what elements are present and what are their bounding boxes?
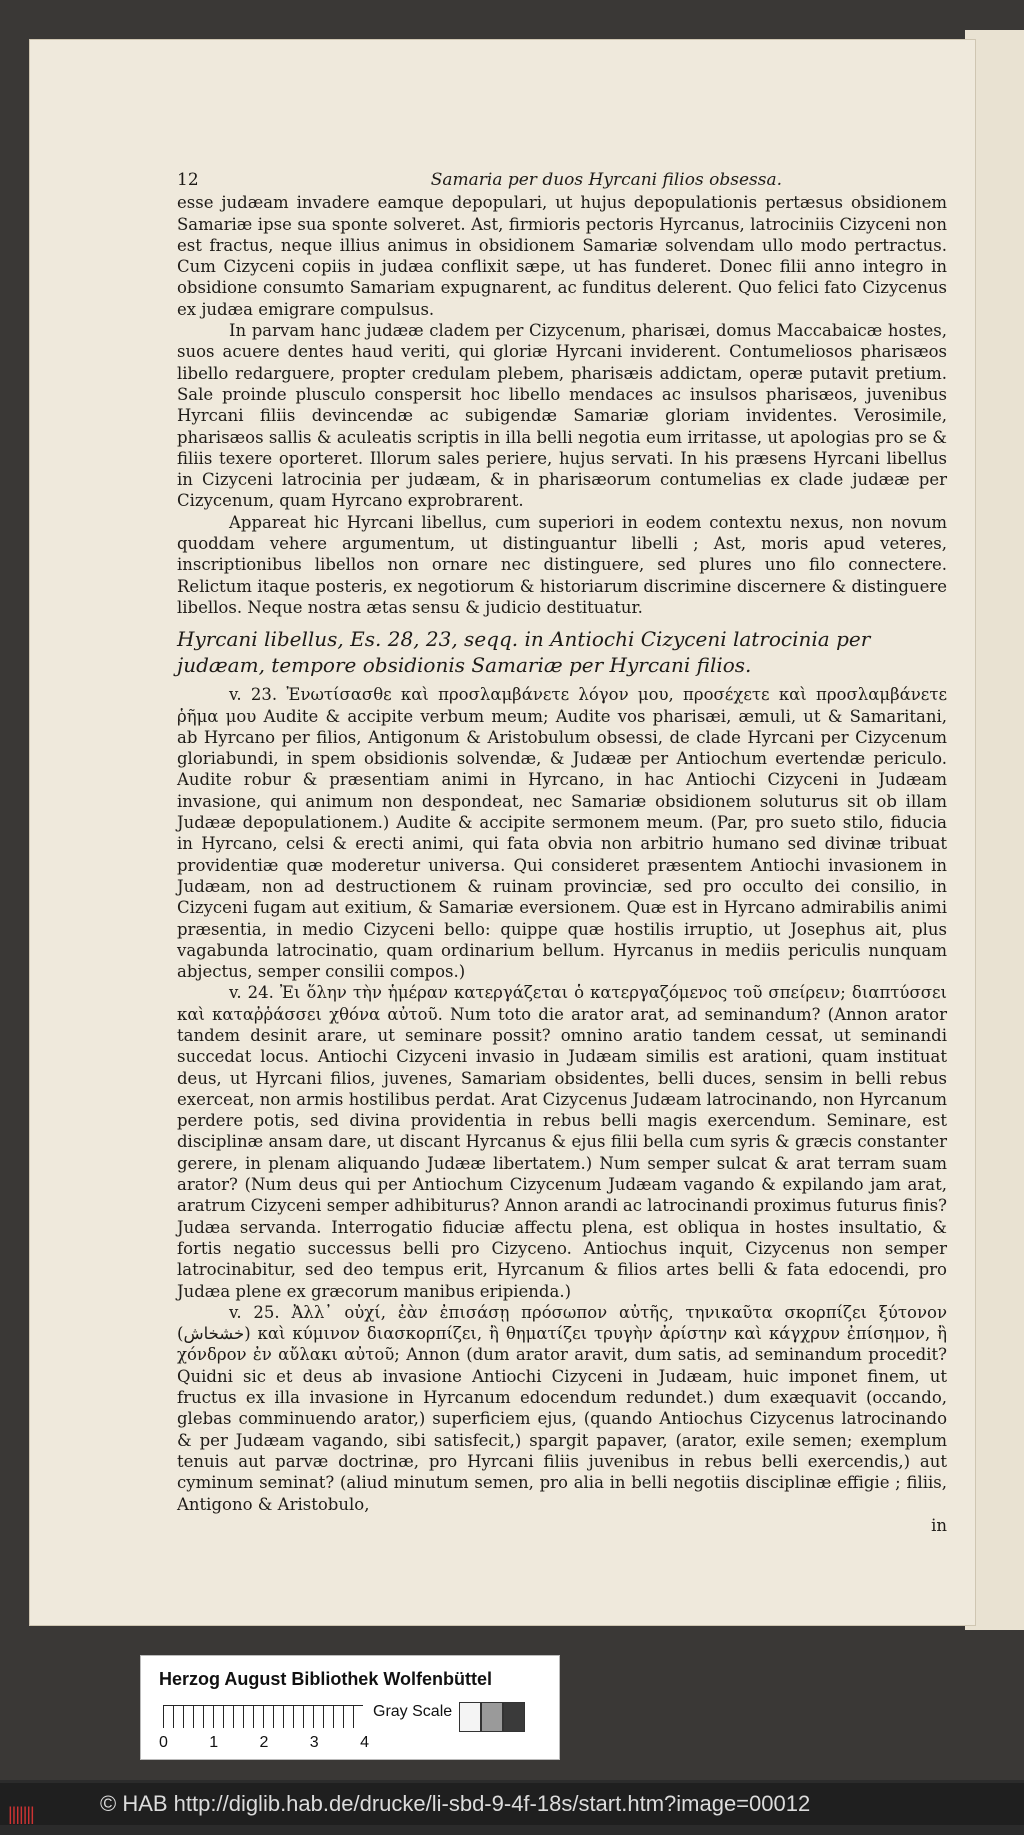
ruler-number: 4 [360, 1734, 369, 1751]
library-name: Herzog August Bibliothek Wolfenbüttel [159, 1669, 492, 1689]
running-head: Samaria per duos Hyrcani filios obsessa. [430, 170, 782, 190]
copyright-link[interactable]: © HAB http://diglib.hab.de/drucke/li-sbd-9-4f-18s/start.htm?image=00012 [100, 1791, 811, 1816]
verse-paragraph: v. 24. Ἐι ὅλην τὴν ἡμέραν κατεργάζεται ὁ κατεργαζόμενος τοῦ σπείρειν; διαπτύσσει καὶ καταῤῥάσσει χθόνα αὐτοῦ. Num toto die arator arat, ad seminandum? (Annon arator tandem desinit arare, ut seminare possit? omnino aratio tandem cessat, ut seminandi succedat locus. Antiochi Cizyceni invasio in Judæam similis est arationi, quam instituat deus, ut Hyrcani filios, juvenes, Samariam obsidentes, belli duces, sensim in belli rebus exerceat, non armis hostilibus perdat. Arat Cizycenus Judæam latrocinando, non Hyrcanum perdere potis, sed divina providentia in rebus belli magis exercendum. Seminare, est disciplinæ ansam dare, ut discant Hyrcanus & ejus filii bella cum syris & græcis constanter gerere, in plenam aliquando Judææ libertatem.) Num semper sulcat & arat terram suam arator? (Num deus qui per Antiochum Cizycenum Judæam vagando & expilando jam arat, aratrum Cizyceni semper adhibiturus? Annon arandi ac latrocinandi proximus futurus finis? Judæa servanda. Interrogatio fiduciæ affectu plena, est obliqua in hostes insultatio, & fortis negatio successus belli pro Cizyceno. Antiochus inquit, Cizycenus non semper latrocinabitur, sed deo tempus erit, Hyrcanum & filios artes belli & fata edocendi, pro Judæa plene ex græcorum manibus eripienda.) [177, 983, 947, 1301]
gray-swatch-dark [503, 1702, 525, 1732]
gray-swatch-light [459, 1702, 481, 1732]
ruler-number: 2 [259, 1734, 269, 1751]
gray-swatch-mid [481, 1702, 503, 1732]
catchword: in [931, 1515, 947, 1535]
scale-ruler [163, 1705, 363, 1728]
barcode-icon: ||||||| [8, 1804, 34, 1824]
gray-scale-label: Gray Scale [373, 1703, 453, 1720]
paragraph: In parvam hanc judææ cladem per Cizycenum, pharisæi, domus Maccabaicæ hostes, suos acuere dentes haud veriti, qui gloriæ Hyrcani inviderent. Contumeliosos pharisæos libello redarguere, propter credulam plebem, pharisæis addictam, operæ putavit pretium. Sale proinde plusculo conspersit hoc libello mendaces ac insulsos pharisæos, juvenibus Hyrcani filiis devincendæ ac subigendæ Samariæ gloriam invidentes. Verosimile, pharisæos sallis & aculeatis scriptis in illa belli negotia eum irritasse, ut apologias pro se & filiis texere oporteret. Illorum sales periere, hujus servati. In his præsens Hyrcani libellus in Cizyceni latrocinia per judæam, & in pharisæorum contumelias ex clade judææ per Cizycenum, quam Hyrcano exprobrarent. [177, 321, 947, 511]
viewer-footer [0, 1783, 1024, 1825]
page-text [177, 170, 947, 1536]
verse-paragraph: v. 25. Ἀλλ᾽ οὐχί, ἐὰν ἐπισάσῃ πρόσωπον αὐτῆς, τηνικαῦτα σκορπίζει ξύτονον (خشخاش) καὶ κύμινον διασκορπίζει, ἢ θηματίζει τρυγὴν ἀρίστην καὶ κάγχρυν ἐπίσημον, ἢ χόνδρον ἐν αὔλακι αὐτοῦ; Annon (dum arator aravit, dum satis, ad seminandum procedit? Quidni sic et deus ab invasione Antiochi Cizyceni in Judæam, huic imponet finem, ut fructus ex illa invasione in Hyrcanum edocendum redundet.) dum exæquavit (occando, glebas comminuendo arator,) superficiem ejus, (quando Antiochus Cizycenus latrocinando & per Judæam vagando, sibi satisfecit,) spargit papaver, (arator, exile semen; exemplum tenuis aut parvæ doctrinæ, pro Hyrcani filiis juvenibus in rebus belli exercendis,) aut cyminum seminat? (aliud minutum semen, pro alia in belli negotiis disciplinæ effigie ; filiis, Antigono & Aristobulo, [177, 1302, 947, 1514]
page-header [177, 170, 947, 191]
ruler-number: 0 [159, 1734, 168, 1751]
ruler-number: 1 [209, 1734, 219, 1751]
page-number: 12 [177, 170, 199, 190]
section-heading: Hyrcani libellus, Es. 28, 23, seqq. in Antiochi Cizyceni latrocinia per judæam, tempore obsidionis Samariæ per Hyrcani filios. [177, 627, 871, 678]
verse-paragraph: v. 23. Ἐνωτίσασθε καὶ προσλαμβάνετε λόγον μου, προσέχετε καὶ προσλαμβάνετε ῥῆμα μου Audite & accipite verbum meum; Audite vos pharisæi, æmuli, ut & Samaritani, ab Hyrcano per filios, Antigonum & Aristobulum obsessi, de clade Hyrcani per Cizycenum gloriabundi, in spem obsidionis solvendæ, & Judææ per Antiochum evertendæ periculo. Audite robur & præsentiam animi in Hyrcano, in hac Antiochi Cizyceni in Judæam invasione, qui animum non despondeat, nec Samariæ obsidionem soluturus sit ob illam Judææ depopulationem.) Audite & accipite sermonem meum. (Par, pro sueto stilo, fiducia in Hyrcano, celsi & erecti animi, qui fata obvia non arbitrio humano sed divinæ tribuat providentiæ quæ moderetur universa. Qui consideret præsentem Antiochi invasionem in Judæam, non ad destructionem & ruinam provinciæ, sed pro occulto dei consilio, in Cizyceni fugam aut exitium, & Samariæ eversionem. Quæ est in Hyrcano admirabilis animi præsentia, in medio Cizyceni bello: quippe quæ hostilis irruptio, ut Josephus ait, plus vagabunda latrocinatio, quam ordinarium bellum. Hyrcanus in mediis periculis nunquam abjectus, semper consilii compos.) [177, 685, 947, 982]
library-label [140, 1655, 560, 1760]
ruler-number: 3 [309, 1734, 319, 1751]
ruler-numbers [159, 1734, 369, 1752]
paragraph: Appareat hic Hyrcani libellus, cum superiori in eodem contextu nexus, non novum quoddam vehere argumentum, ut distinguantur libelli ; Ast, moris apud veteres, inscriptionibus libellos non ornare nec distinguere, sed plures uno filo connectere. Relictum itaque posteris, ex negotiorum & historiarum discrimine discernere & distinguere libellos. Neque nostra ætas sensu & judicio destituatur. [177, 512, 947, 617]
paragraph: esse judæam invadere eamque depopulari, ut hujus depopulationis pertæsus obsidionem Samariæ ipse sua sponte solveret. Ast, firmioris pectoris Hyrcanus, latrociniis Cizyceni non est fractus, neque illius animus in obsidionem Samariæ solvendam ullo modo pertractus. Cum Cizyceni copiis in judæa conflixit sæpe, ut has funderet. Donec filii anno integro in obsidione consumto Samariam expugnarent, ac funditus delerent. Quo felici fato Cizycenus ex judæa emigrare compulsus. [177, 193, 947, 319]
